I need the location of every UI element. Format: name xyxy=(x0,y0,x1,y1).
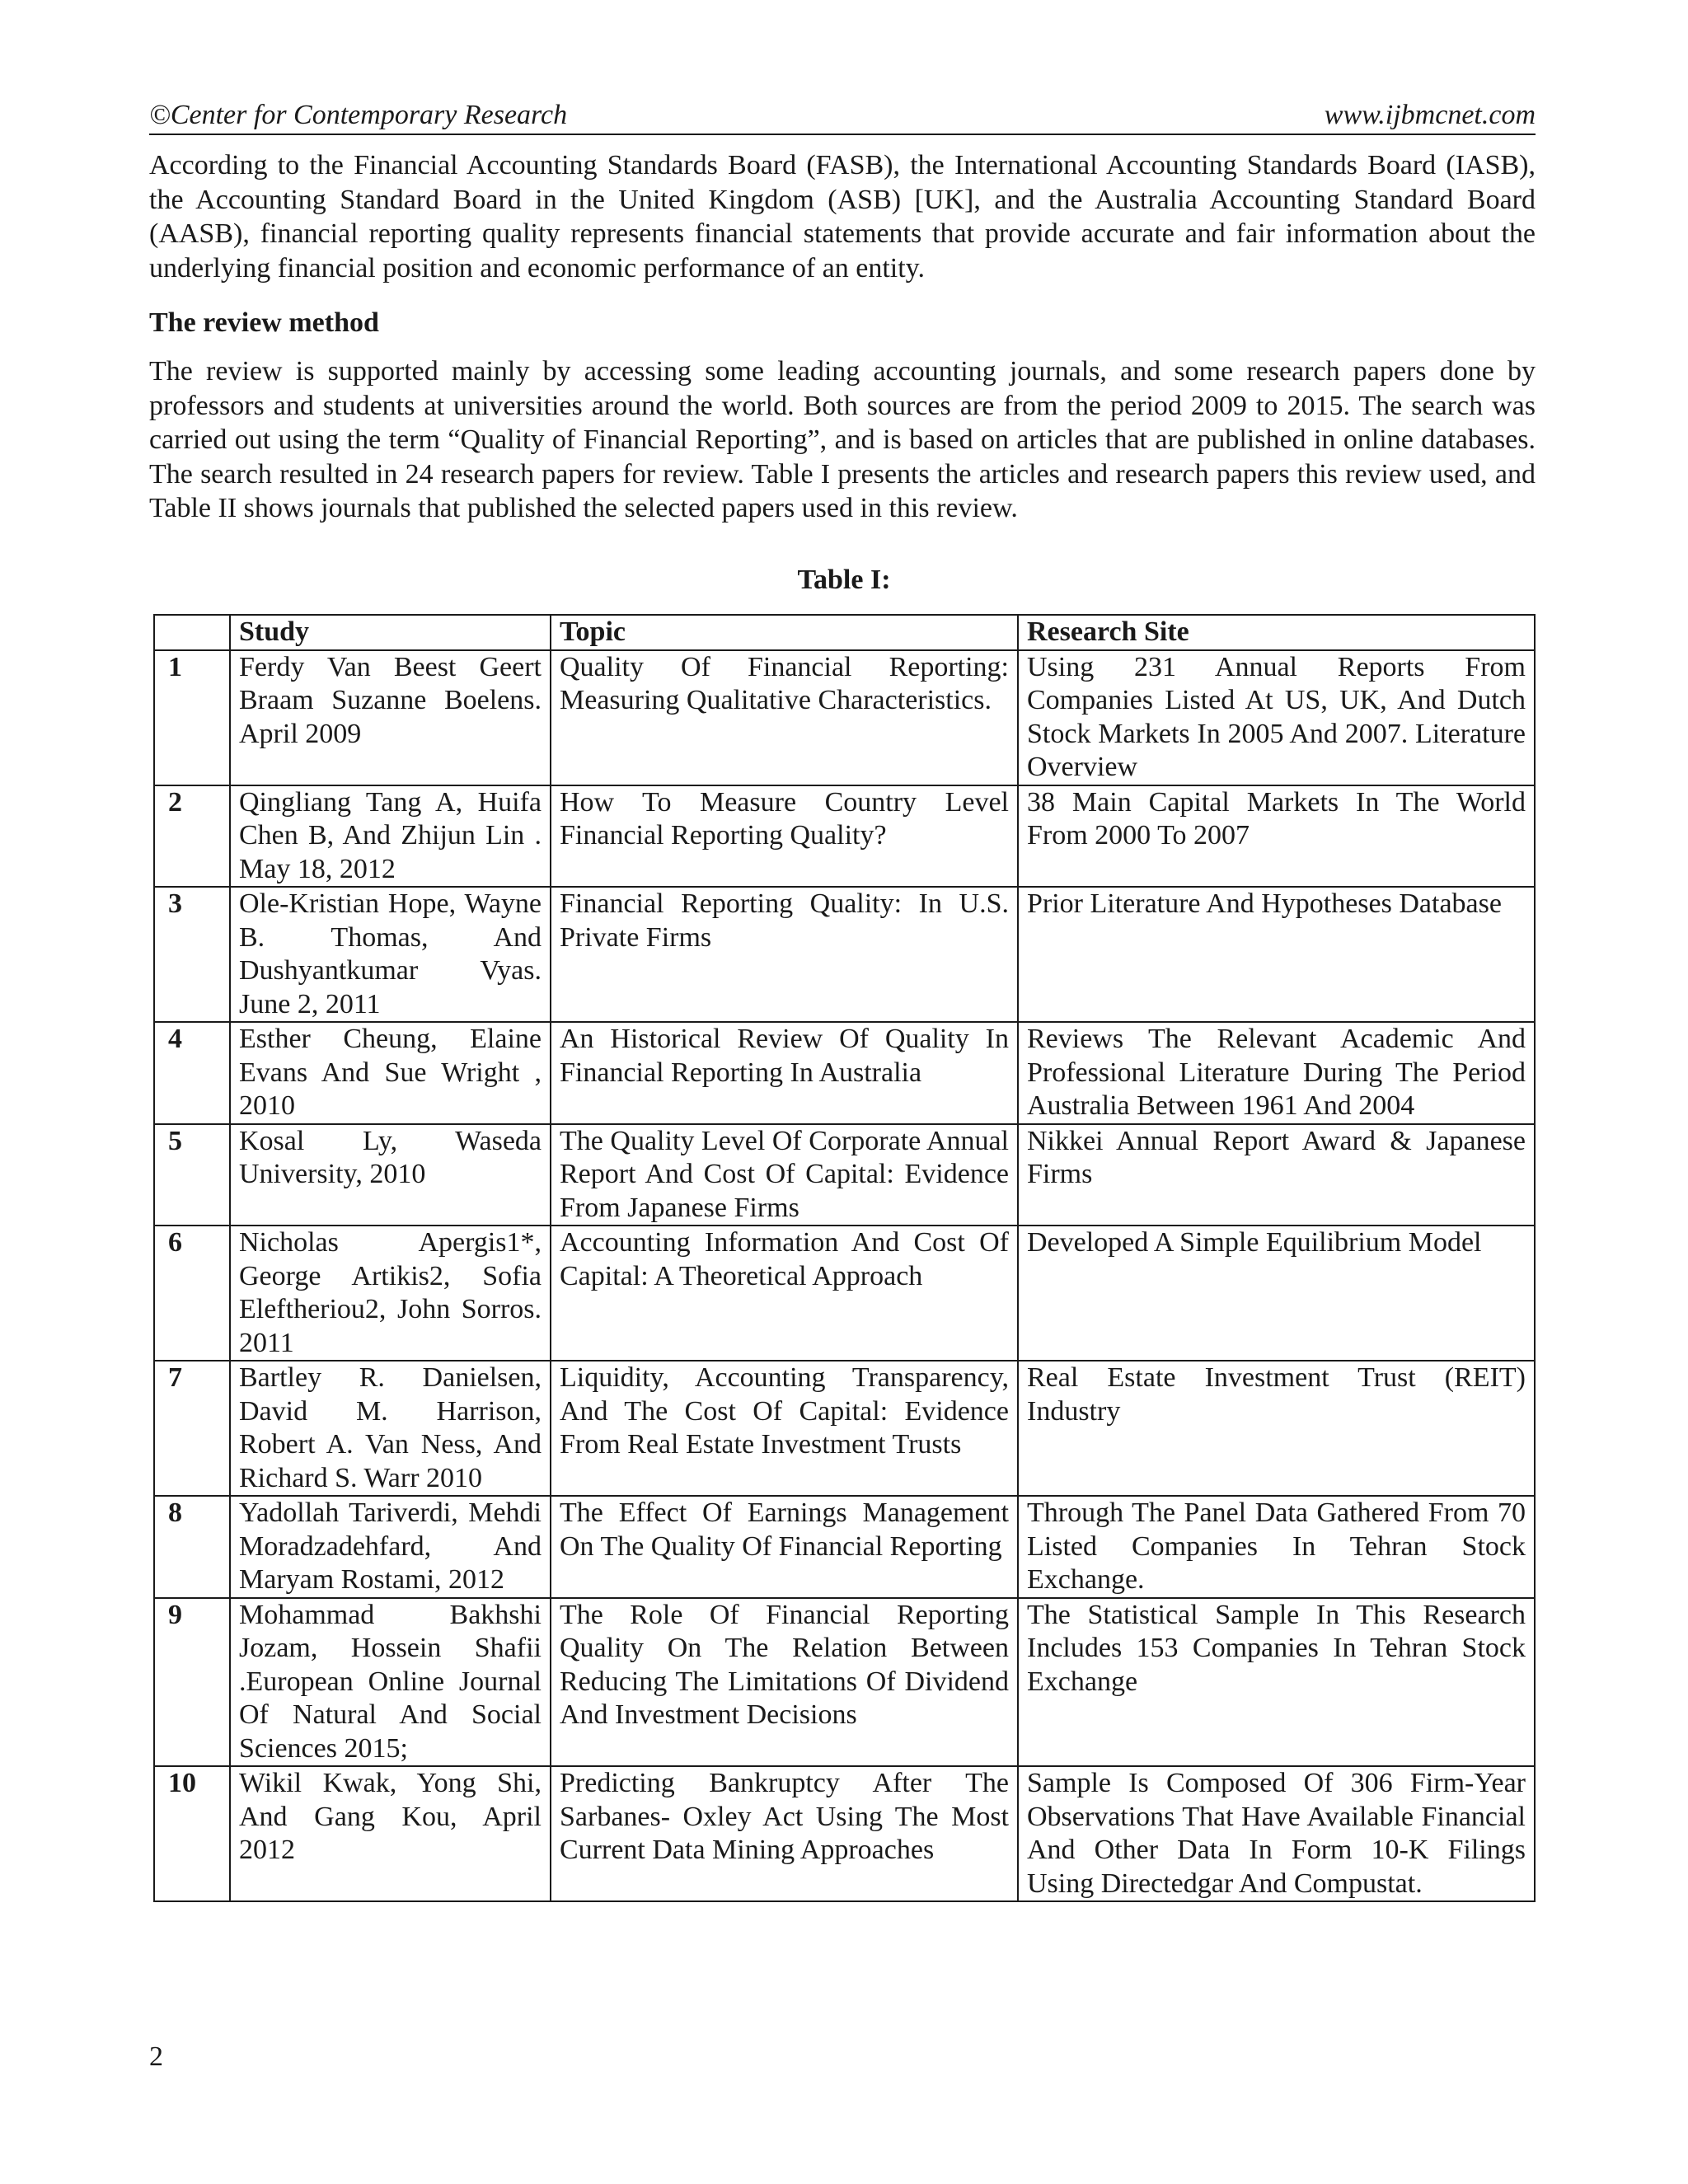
study-cell: Esther Cheung, Elaine Evans And Sue Wright , 2010 xyxy=(230,1022,551,1124)
row-number: 2 xyxy=(154,785,230,888)
page-header xyxy=(149,99,1536,135)
table-row xyxy=(154,650,1535,785)
row-number: 7 xyxy=(154,1361,230,1496)
research-site-cell: The Statistical Sample In This Research Includes 153 Companies In Tehran Stock Exchange xyxy=(1018,1598,1535,1767)
header-website: www.ijbmcnet.com xyxy=(1324,100,1536,130)
research-site-cell: Developed A Simple Equilibrium Model xyxy=(1018,1226,1535,1361)
topic-cell: Liquidity, Accounting Transparency, And The Cost Of Capital: Evidence From Real Estate Investment Trusts xyxy=(551,1361,1018,1496)
studies-table xyxy=(153,614,1536,1902)
research-site-cell: 38 Main Capital Markets In The World From 2000 To 2007 xyxy=(1018,785,1535,888)
table-row xyxy=(154,1124,1535,1226)
research-site-cell: Real Estate Investment Trust (REIT) Industry xyxy=(1018,1361,1535,1496)
review-method-paragraph: The review is supported mainly by accessing some leading accounting journals, and some research papers done by professors and students at universities around the world. Both sources are from the period 2009 to 2015. The search was carried out using the term “Quality of Financial Reporting”, and is based on articles that are published in online databases. The search resulted in 24 research papers for review. Table I presents the articles and research papers this review used, and Table II shows journals that published the selected papers used in this review. xyxy=(149,356,1536,523)
study-cell: Yadollah Tariverdi, Mehdi Moradzadehfard, And Maryam Rostami, 2012 xyxy=(230,1496,551,1598)
topic-cell: Predicting Bankruptcy After The Sarbanes- Oxley Act Using The Most Current Data Mining Approaches xyxy=(551,1766,1018,1901)
topic-cell: The Effect Of Earnings Management On The Quality Of Financial Reporting xyxy=(551,1496,1018,1598)
table-row xyxy=(154,1226,1535,1361)
table-row xyxy=(154,1022,1535,1124)
table-row xyxy=(154,1598,1535,1767)
table-header-row xyxy=(154,615,1535,650)
study-cell: Mohammad Bakhshi Jozam, Hossein Shafii .European Online Journal Of Natural And Social Sciences 2015; xyxy=(230,1598,551,1767)
table-row xyxy=(154,1361,1535,1496)
table-caption: Table I: xyxy=(797,565,891,595)
topic-cell: The Quality Level Of Corporate Annual Report And Cost Of Capital: Evidence From Japanese Firms xyxy=(551,1124,1018,1226)
research-site-cell: Sample Is Composed Of 306 Firm-Year Observations That Have Available Financial And Other Data In Form 10-K Filings Using Directedgar And Compustat. xyxy=(1018,1766,1535,1901)
topic-cell: How To Measure Country Level Financial Reporting Quality? xyxy=(551,785,1018,888)
row-number: 4 xyxy=(154,1022,230,1124)
table-row xyxy=(154,1766,1535,1901)
row-number: 5 xyxy=(154,1124,230,1226)
header-study: Study xyxy=(230,615,551,650)
table-row xyxy=(154,1496,1535,1598)
header-publisher: ©Center for Contemporary Research xyxy=(149,100,568,130)
row-number: 6 xyxy=(154,1226,230,1361)
study-cell: Ferdy Van Beest Geert Braam Suzanne Boelens. April 2009 xyxy=(230,650,551,785)
header-research-site: Research Site xyxy=(1018,615,1535,650)
study-cell: Nicholas Apergis1*, George Artikis2, Sofia Eleftheriou2, John Sorros. 2011 xyxy=(230,1226,551,1361)
topic-cell: An Historical Review Of Quality In Financial Reporting In Australia xyxy=(551,1022,1018,1124)
row-number: 3 xyxy=(154,887,230,1022)
research-site-cell: Nikkei Annual Report Award & Japanese Firms xyxy=(1018,1124,1535,1226)
study-cell: Kosal Ly, Waseda University, 2010 xyxy=(230,1124,551,1226)
intro-paragraph: According to the Financial Accounting Standards Board (FASB), the International Accounting Standards Board (IASB), the Accounting Standard Board in the United Kingdom (ASB) [UK], and the Australia Accounting Standard Board (AASB), financial reporting quality represents financial statements that provide accurate and fair information about the underlying financial position and economic performance of an entity. xyxy=(149,150,1536,284)
row-number: 9 xyxy=(154,1598,230,1767)
study-cell: Wikil Kwak, Yong Shi, And Gang Kou, April 2012 xyxy=(230,1766,551,1901)
topic-cell: Accounting Information And Cost Of Capital: A Theoretical Approach xyxy=(551,1226,1018,1361)
table-row xyxy=(154,785,1535,888)
row-number: 10 xyxy=(154,1766,230,1901)
table-row xyxy=(154,887,1535,1022)
section-heading: The review method xyxy=(149,307,379,338)
row-number: 1 xyxy=(154,650,230,785)
header-number xyxy=(154,615,230,650)
research-site-cell: Using 231 Annual Reports From Companies Listed At US, UK, And Dutch Stock Markets In 2005 And 2007. Literature Overview xyxy=(1018,650,1535,785)
page-number: 2 xyxy=(149,2041,163,2072)
row-number: 8 xyxy=(154,1496,230,1598)
research-site-cell: Through The Panel Data Gathered From 70 Listed Companies In Tehran Stock Exchange. xyxy=(1018,1496,1535,1598)
topic-cell: The Role Of Financial Reporting Quality On The Relation Between Reducing The Limitations Of Dividend And Investment Decisions xyxy=(551,1598,1018,1767)
research-site-cell: Prior Literature And Hypotheses Database xyxy=(1018,887,1535,1022)
research-site-cell: Reviews The Relevant Academic And Professional Literature During The Period Australia Between 1961 And 2004 xyxy=(1018,1022,1535,1124)
topic-cell: Quality Of Financial Reporting: Measuring Qualitative Characteristics. xyxy=(551,650,1018,785)
topic-cell: Financial Reporting Quality: In U.S. Private Firms xyxy=(551,887,1018,1022)
study-cell: Ole-Kristian Hope, Wayne B. Thomas, And Dushyantkumar Vyas. June 2, 2011 xyxy=(230,887,551,1022)
header-topic: Topic xyxy=(551,615,1018,650)
study-cell: Bartley R. Danielsen, David M. Harrison, Robert A. Van Ness, And Richard S. Warr 2010 xyxy=(230,1361,551,1496)
study-cell: Qingliang Tang A, Huifa Chen B, And Zhijun Lin . May 18, 2012 xyxy=(230,785,551,888)
